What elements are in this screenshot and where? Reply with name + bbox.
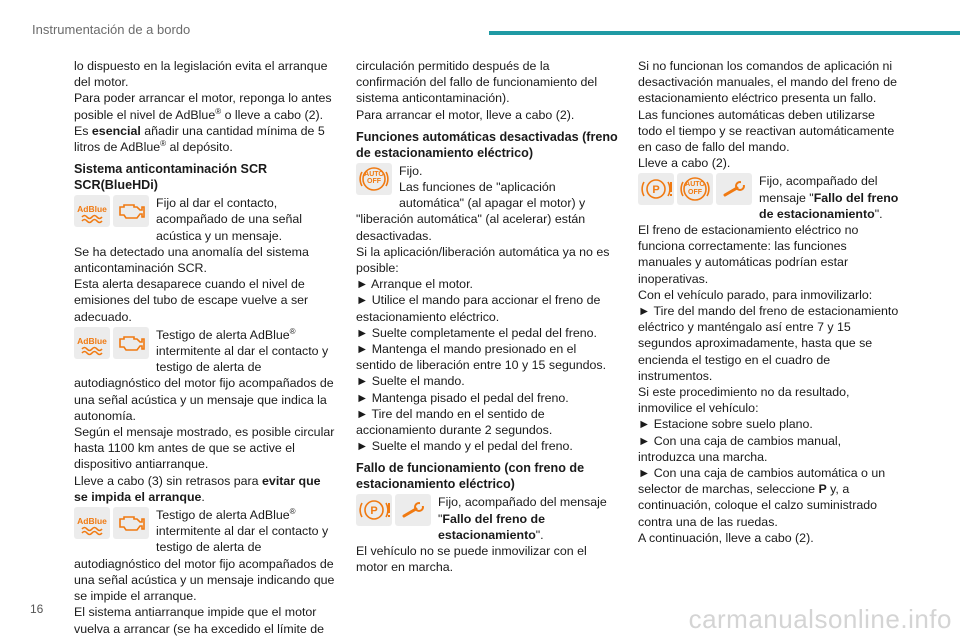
header-title: Instrumentación de a bordo (32, 22, 191, 37)
icon-description: Testigo de alerta AdBlue® intermitente al dar el contacto y testigo de alerta de autodiagnóstico del motor fijo acompañados de una señal acústica y un mensaje indicando que se impide el arranque. (74, 507, 335, 604)
wrench-icon (716, 173, 752, 205)
paragraph: Esta alerta desaparece cuando el nivel de emisiones del tubo de escape vuelve a ser adecuado. (74, 277, 309, 324)
list-item: ► Utilice el mando para accionar el freno de estacionamiento eléctrico. (356, 293, 601, 324)
paragraph: Las funciones automáticas deben utilizarse todo el tiempo y se reactivan automáticamente en caso de fallo del mando. (638, 107, 895, 155)
paragraph: Según el mensaje mostrado, es posible circular hasta 1100 km antes de que se active el dispositivo antiarranque. (74, 425, 335, 472)
section-heading: Fallo de funcionamiento (con freno de estacionamiento eléctrico) (356, 461, 585, 492)
warning-entry (74, 195, 336, 244)
svg-text:P: P (370, 505, 378, 518)
section-heading: Sistema anticontaminación SCR SCR(BlueHDi) (74, 162, 268, 193)
list-item: ► Tire del mando en el sentido de accionamiento durante 2 segundos. (356, 406, 553, 438)
paragraph: Si este procedimiento no da resultado, inmovilice el vehículo: (638, 385, 850, 416)
parking-brake-warning-icon (356, 494, 392, 526)
icon-description: Testigo de alerta AdBlue® intermitente al dar el contacto y testigo de alerta de autodiagnóstico del motor fijo acompañados de una señal acústica y un mensaje que indica la autonomía. (74, 326, 334, 423)
list-item: ► Mantenga pisado el pedal del freno. (356, 390, 569, 405)
list-item: ► Tire del mando del freno de estacionamiento eléctrico y manténgalo así entre 7 y 15 segundos aproximadamente, hasta que se encienda el testigo en el cuadro de instrumentos. (638, 304, 899, 383)
list-item: ► Suelte el mando y el pedal del freno. (356, 439, 573, 454)
auto-off-icon: AUTO OFF (677, 173, 713, 205)
engine-warning-icon (113, 507, 149, 539)
paragraph: Es esencial añadir una cantidad mínima de 5 litros de AdBlue® al depósito. (74, 123, 325, 155)
warning-entry (356, 163, 618, 244)
list-item: ► Con una caja de cambios manual, introduzca una marcha. (638, 433, 842, 464)
warning-entry (74, 507, 336, 604)
section-heading: Funciones automáticas desactivadas (freno de estacionamiento eléctrico) (356, 129, 618, 160)
list-item: ► Arranque el motor. (356, 277, 473, 292)
adblue-warning-icon: AdBlue (74, 195, 110, 227)
paragraph: Se ha detectado una anomalía del sistema anticontaminación SCR. (74, 244, 309, 276)
icon-description: Fijo, acompañado del mensaje "Fallo del freno de estacionamiento". (438, 495, 607, 542)
list-item: ► Estacione sobre suelo plano. (638, 417, 813, 432)
icon-description: Fijo, acompañado del mensaje "Fallo del freno de estacionamiento". (759, 174, 899, 221)
parking-brake-warning-icon (638, 173, 674, 205)
paragraph: Para poder arrancar el motor, reponga lo antes posible el nivel de AdBlue® o lleve a cabo (2). (74, 91, 332, 122)
warning-entry (74, 327, 336, 424)
paragraph: A continuación, lleve a cabo (2). (638, 530, 814, 545)
paragraph: Si la aplicación/liberación automática ya no es posible: (356, 244, 610, 276)
engine-warning-icon (113, 327, 149, 359)
icon-description: Fijo al dar el contacto, acompañado de una señal acústica y un mensaje. (156, 196, 303, 243)
engine-warning-icon (113, 195, 149, 227)
warning-entry (356, 494, 618, 543)
paragraph: circulación permitido después de la confirmación del fallo de funcionamiento del sistema anticontaminación). (356, 59, 598, 106)
paragraph: Lleve a cabo (3) sin retrasos para evitar que se impida el arranque. (74, 473, 321, 504)
paragraph: Si no funcionan los comandos de aplicación ni desactivación manuales, el mando del freno de estacionamiento eléctrico presenta un fallo. (638, 59, 897, 106)
column-3 (638, 58, 900, 546)
paragraph: El vehículo no se puede inmovilizar con el motor en marcha. (356, 544, 587, 575)
list-item: ► Suelte el mando. (356, 374, 465, 389)
wrench-icon (395, 494, 431, 526)
icon-description: Las funciones de "aplicación automática" (al apagar el motor) y "liberación automática" (al acelerar) están desactivadas. (356, 180, 586, 243)
paragraph: Para arrancar el motor, lleve a cabo (2). (356, 107, 575, 122)
adblue-warning-icon: AdBlue (74, 507, 110, 539)
column-1 (74, 58, 336, 637)
page-number: 16 (30, 602, 44, 616)
watermark: carmanualsonline.info (688, 604, 952, 634)
column-2 (356, 58, 618, 575)
icon-description: Fijo. (399, 163, 423, 178)
paragraph: El sistema antiarranque impide que el motor vuelva a arrancar (se ha excedido el límite de (74, 605, 325, 636)
list-item: ► Con una caja de cambios automática o un selector de marchas, seleccione P y, a continuación, coloque el calzo suministrado contra una de las ruedas. (638, 466, 886, 529)
list-item: ► Suelte completamente el pedal del freno. (356, 325, 597, 340)
header-accent-bar (489, 31, 960, 35)
paragraph: El freno de estacionamiento eléctrico no funciona correctamente: las funciones manuales y automáticas podrían estar inoperativas. (638, 223, 859, 286)
paragraph: lo dispuesto en la legislación evita el arranque del motor. (74, 59, 328, 90)
auto-off-icon: AUTO OFF (356, 163, 392, 195)
paragraph: Lleve a cabo (2). (638, 156, 731, 171)
warning-entry (638, 173, 900, 222)
adblue-warning-icon: AdBlue (74, 327, 110, 359)
paragraph: Con el vehículo parado, para inmovilizarlo: (638, 287, 873, 302)
svg-text:P: P (652, 184, 660, 197)
list-item: ► Mantenga el mando presionado en el sentido de liberación entre 10 y 15 segundos. (356, 342, 607, 373)
